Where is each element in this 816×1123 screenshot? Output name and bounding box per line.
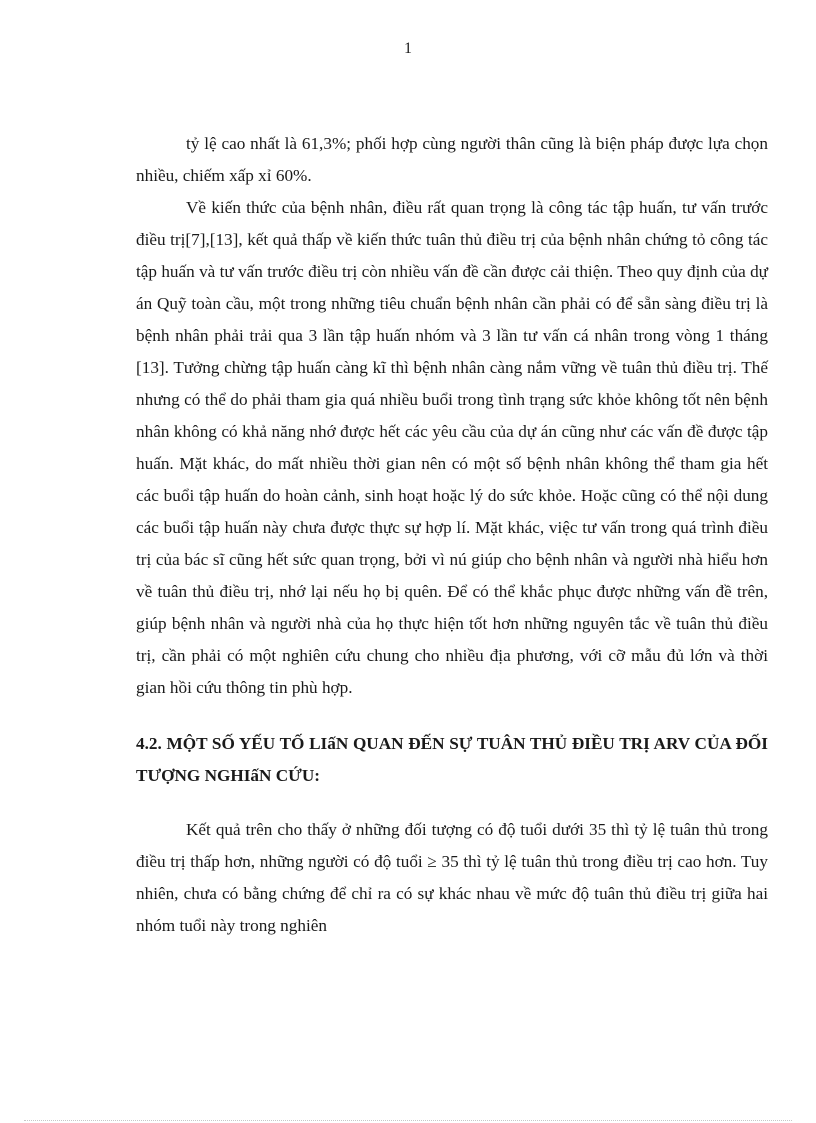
paragraph-results: Kết quả trên cho thấy ở những đối tượng có độ tuổi dưới 35 thì tỷ lệ tuân thủ trong điều trị thấp hơn, những người có độ tuổi ≥ 35 thì tỷ lệ tuân thủ trong điều trị cao hơn. Tuy nhiên, chưa có bằng chứng để chỉ ra có sự khác nhau về mức độ tuân thủ điều trị giữa hai nhóm tuổi này trong nghiên xyxy=(136,820,768,935)
paragraph-continuation: tỷ lệ cao nhất là 61,3%; phối hợp cùng người thân cũng là biện pháp được lựa chọn nhiều, chiếm xấp xỉ 60%. xyxy=(136,134,768,185)
document-body xyxy=(136,128,768,942)
section-heading: 4.2. MỘT SỐ YẾU TỐ LIấN QUAN ĐẾN SỰ TUÂN THỦ ĐIỀU TRỊ ARV CỦA ĐỐI TƯỢNG NGHIấN CỨU: xyxy=(136,734,768,785)
page-bottom-divider xyxy=(24,1120,792,1121)
paragraph-patient-knowledge: Về kiến thức của bệnh nhân, điều rất quan trọng là công tác tập huấn, tư vấn trước điều trị[7],[13], kết quả thấp về kiến thức tuân thủ điều trị của bệnh nhân chứng tỏ công tác tập huấn và tư vấn trước điều trị còn nhiều vấn đề cần được cải thiện. Theo quy định của dự án Quỹ toàn cầu, một trong những tiêu chuẩn bệnh nhân cần phải có để sẵn sàng điều trị là bệnh nhân phải trải qua 3 lần tập huấn nhóm và 3 lần tư vấn cá nhân trong vòng 1 tháng [13]. Tưởng chừng tập huấn càng kĩ thì bệnh nhân càng nắm vững về tuân thủ điều trị. Thế nhưng có thể do phải tham gia quá nhiều buổi trong tình trạng sức khỏe không tốt nên bệnh nhân không có khả năng nhớ được hết các yêu cầu của dự án cũng như các vấn đề được tập huấn. Mặt khác, do mất nhiều thời gian nên có một số bệnh nhân không thể tham gia hết các buổi tập huấn do hoàn cảnh, sinh hoạt hoặc lý do sức khỏe. Hoặc cũng có thể nội dung các buổi tập huấn này chưa được thực sự hợp lí. Mặt khác, việc tư vấn trong quá trình điều trị của bác sĩ cũng hết sức quan trọng, bởi vì nú giúp cho bệnh nhân và người nhà hiểu hơn về tuân thủ điều trị, nhớ lại nếu họ bị quên. Để có thể khắc phục được những vấn đề trên, giúp bệnh nhân và người nhà của họ thực hiện tốt hơn những nguyên tắc về tuân thủ điều trị, cần phải có một nghiên cứu chung cho nhiều địa phương, với cỡ mẫu đủ lớn và thời gian hồi cứu thông tin phù hợp. xyxy=(136,198,768,697)
page-number: 1 xyxy=(404,40,412,57)
